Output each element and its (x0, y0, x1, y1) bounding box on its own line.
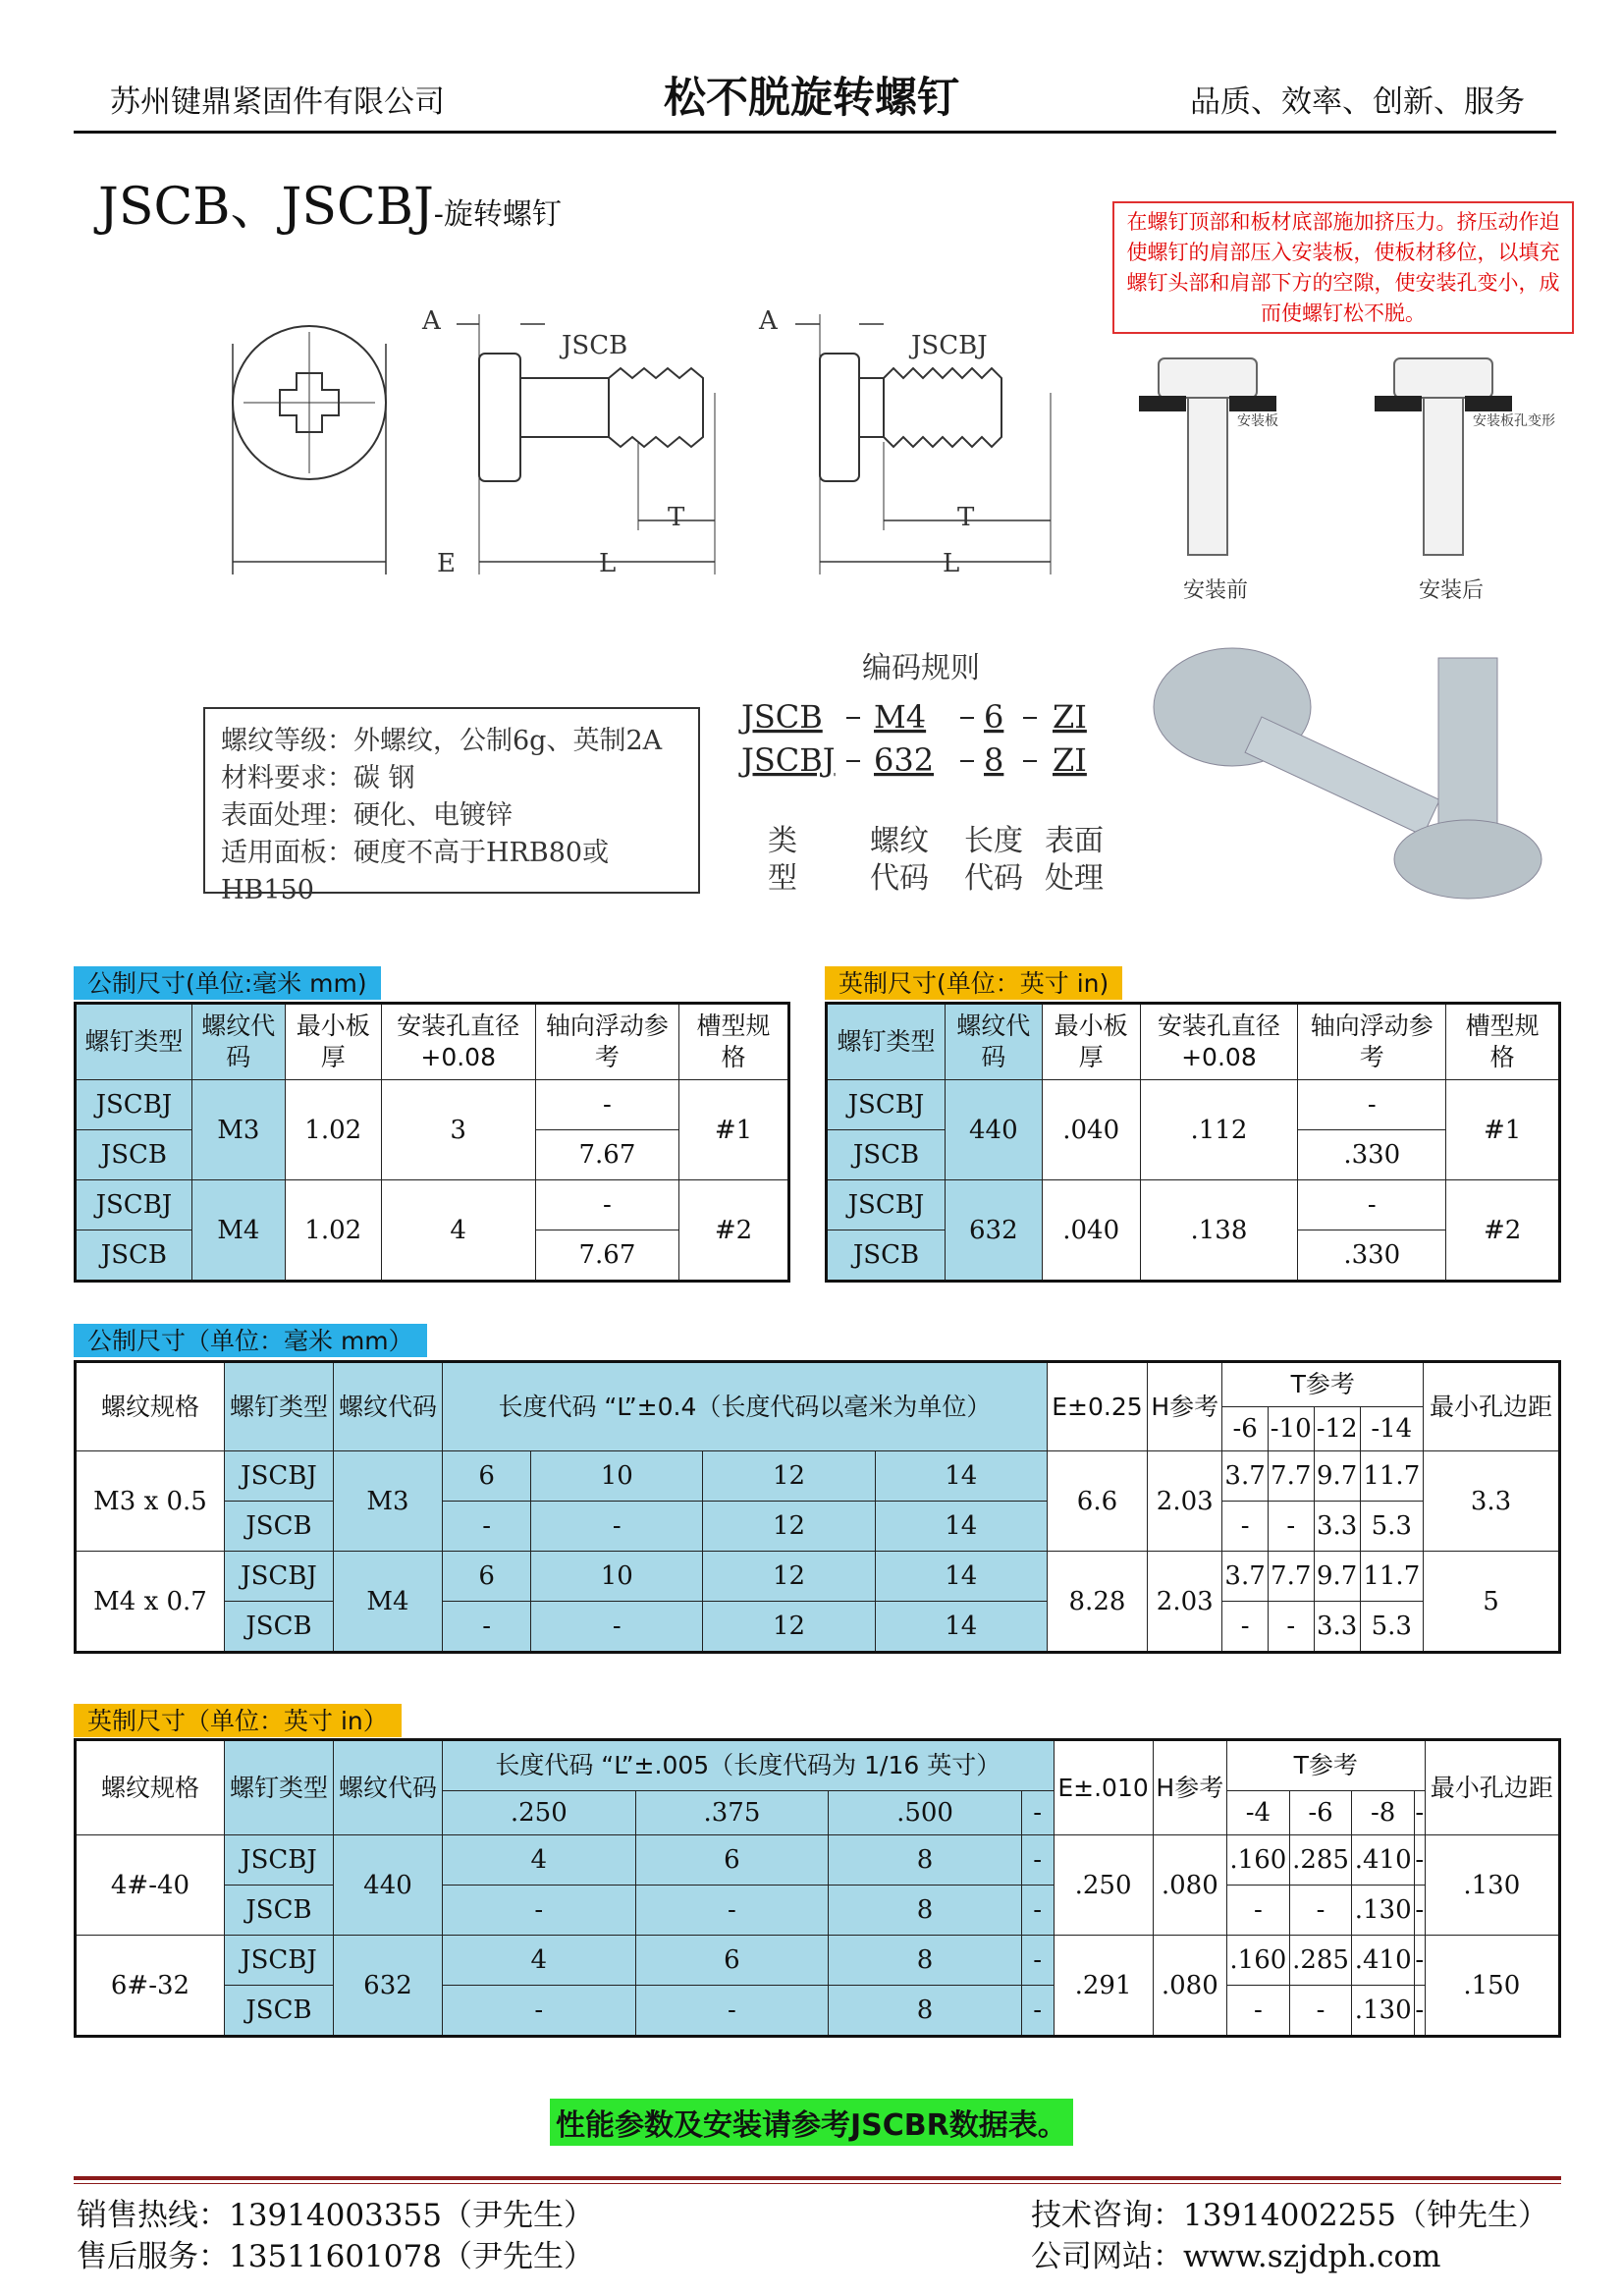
table-row (76, 1552, 1560, 1602)
hole-diameter: 4 (381, 1180, 535, 1282)
dim-a-1: A (422, 306, 441, 336)
e-value: 8.28 (1047, 1552, 1147, 1653)
length-code: 8 (829, 1886, 1022, 1936)
info-material: 材料要求：碳 钢 (221, 763, 415, 793)
company-name: 苏州键鼎紧固件有限公司 (110, 84, 445, 120)
column-header: 轴向浮动参考 (1298, 1004, 1446, 1080)
company-website (1031, 2231, 1441, 2275)
t-subheader: -8 (1352, 1791, 1415, 1835)
length-code: - (443, 1502, 531, 1552)
code-label-thread: 螺纹代码 (870, 824, 929, 896)
jscb-thread (609, 368, 703, 447)
slot-spec: #1 (679, 1080, 789, 1180)
code-type-1: JSCB (741, 698, 823, 736)
sales-hotline-value: 13914003355（尹先生） (229, 2198, 594, 2233)
reference-note: 性能参数及安装请参考JSCBR数据表。 (550, 2099, 1073, 2146)
before-label: 安装前 (1183, 578, 1249, 603)
table-row (76, 1886, 1560, 1936)
thread-spec: M4 x 0.7 (76, 1552, 225, 1653)
length-code: 14 (875, 1602, 1047, 1653)
axial-float: - (1298, 1080, 1446, 1130)
length-code: 12 (703, 1502, 875, 1552)
length-code: 10 (531, 1451, 703, 1502)
column-header: 最小板厚 (285, 1004, 381, 1080)
info-panel: 适用面板：硬度不高于HRB80或HB150 (221, 838, 610, 905)
screw-type: JSCB (225, 1602, 334, 1653)
screw-type: JSCBJ (225, 1835, 334, 1886)
hole-diameter: .138 (1140, 1180, 1298, 1282)
column-header: 螺钉类型 (76, 1004, 192, 1080)
length-code: 14 (875, 1451, 1047, 1502)
dim-l-2: L (943, 549, 960, 578)
length-code: 12 (703, 1451, 875, 1502)
dim-e: E (437, 549, 456, 578)
t-subheader: -4 (1227, 1791, 1290, 1835)
after-sales (77, 2231, 594, 2275)
length-code: - (1021, 1986, 1054, 2037)
t-value: 7.7 (1268, 1552, 1314, 1602)
technical-drawing (216, 295, 1080, 589)
column-header: 安装孔直径+0.08 (1140, 1004, 1298, 1080)
after-sales-value: 13511601078（尹先生） (229, 2239, 594, 2274)
t-subheader: -12 (1314, 1407, 1360, 1451)
t-value: - (1268, 1502, 1314, 1552)
screw-type: JSCB (827, 1230, 946, 1282)
table-row (76, 1502, 1560, 1552)
info-surface: 表面处理：硬化、电镀锌 (221, 800, 513, 831)
inch-big-table (74, 1738, 1561, 2038)
t-value: - (1415, 1886, 1426, 1936)
column-header-h: H参考 (1148, 1362, 1222, 1451)
column-header-t: T参考 (1222, 1362, 1424, 1407)
axial-float: - (535, 1080, 678, 1130)
screw-type: JSCBJ (225, 1552, 334, 1602)
label-jscbj: JSCBJ (911, 331, 988, 360)
column-header-e: E±0.25 (1047, 1362, 1147, 1451)
table-row (76, 1986, 1560, 2037)
min-thickness: 1.02 (285, 1080, 381, 1180)
column-header-type: 螺钉类型 (225, 1740, 334, 1835)
coding-title: 编码规则 (862, 651, 980, 685)
label-jscb: JSCB (562, 331, 628, 360)
thread-code: 632 (945, 1180, 1042, 1282)
column-header-h: H参考 (1153, 1740, 1226, 1835)
jscb-head (479, 354, 520, 481)
h-value: 2.03 (1148, 1552, 1222, 1653)
t-value: 11.7 (1360, 1451, 1423, 1502)
column-header-type: 螺钉类型 (225, 1362, 334, 1451)
sales-hotline (77, 2190, 594, 2234)
table-row (76, 1080, 789, 1130)
min-edge-distance: .130 (1425, 1835, 1559, 1936)
column-header-length: 长度代码 “L”±0.4（长度代码以毫米为单位） (443, 1362, 1048, 1451)
screw-type: JSCBJ (76, 1180, 192, 1230)
column-header: 最小板厚 (1042, 1004, 1140, 1080)
t-value: 3.7 (1222, 1451, 1268, 1502)
axial-float: 7.67 (535, 1130, 678, 1180)
min-thickness: .040 (1042, 1180, 1140, 1282)
slot-spec: #1 (1446, 1080, 1560, 1180)
e-value: .291 (1054, 1936, 1153, 2037)
column-header-edge: 最小孔边距 (1424, 1362, 1560, 1451)
column-header: 轴向浮动参考 (535, 1004, 678, 1080)
header-divider (74, 131, 1556, 134)
product-subtitle: -旋转螺钉 (433, 197, 562, 232)
code-thread-1: M4 (874, 698, 927, 736)
coding-rows (736, 692, 1109, 781)
t-value: 7.7 (1268, 1451, 1314, 1502)
tech-consult (1031, 2190, 1548, 2234)
product-name: JSCB、JSCBJ (98, 178, 434, 237)
screw-head-2 (1394, 820, 1542, 899)
t-value: 3.3 (1314, 1502, 1360, 1552)
t-subheader: -6 (1222, 1407, 1268, 1451)
t-value: .285 (1289, 1936, 1352, 1986)
code-type-2: JSCBJ (741, 741, 836, 779)
min-edge-distance: 3.3 (1424, 1451, 1560, 1552)
length-code: - (1021, 1835, 1054, 1886)
info-thread-class: 螺纹等级：外螺纹，公制6g、英制2A (221, 726, 663, 756)
screw-type: JSCBJ (76, 1080, 192, 1130)
length-code: - (635, 1886, 829, 1936)
dim-t-1: T (668, 503, 685, 532)
thread-code: M4 (334, 1552, 443, 1653)
t-value: 11.7 (1360, 1552, 1423, 1602)
t-value: 3.3 (1314, 1602, 1360, 1653)
after-sales-label: 售后服务： (77, 2239, 229, 2274)
length-subheader: - (1021, 1791, 1054, 1835)
tech-consult-value: 13914002255（钟先生） (1183, 2198, 1548, 2233)
footer-divider-thin (74, 2183, 1561, 2184)
header-row (76, 1004, 789, 1080)
length-code: - (1021, 1886, 1054, 1936)
length-code: 6 (635, 1936, 829, 1986)
thread-spec: 4#-40 (76, 1835, 225, 1936)
screw-type: JSCB (225, 1502, 334, 1552)
length-code: 12 (703, 1552, 875, 1602)
min-thickness: 1.02 (285, 1180, 381, 1282)
jscbj-thread (884, 368, 1001, 447)
code-label-surface: 表面处理 (1045, 824, 1104, 896)
code-length-1: 6 (984, 698, 1004, 736)
thread-code: M4 (191, 1180, 285, 1282)
metric-small-table (74, 1002, 790, 1283)
sales-hotline-label: 销售热线： (77, 2198, 229, 2233)
length-subheader: .250 (443, 1791, 636, 1835)
jscbj-head (820, 354, 859, 481)
thread-spec: 6#-32 (76, 1936, 225, 2037)
dim-t-2: T (957, 503, 975, 532)
t-value: 5.3 (1360, 1602, 1423, 1653)
screw-type: JSCB (76, 1130, 192, 1180)
thread-code: 440 (334, 1835, 443, 1936)
t-value: - (1289, 1886, 1352, 1936)
table-row (76, 1602, 1560, 1653)
slot-spec: #2 (1446, 1180, 1560, 1282)
column-header-e: E±.010 (1054, 1740, 1153, 1835)
t-value: - (1415, 1936, 1426, 1986)
axial-float: .330 (1298, 1230, 1446, 1282)
thread-code: M3 (334, 1451, 443, 1552)
screw-type: JSCBJ (827, 1180, 946, 1230)
slot-spec: #2 (679, 1180, 789, 1282)
hole-diameter: 3 (381, 1080, 535, 1180)
dim-l-1: L (599, 549, 617, 578)
after-label: 安装后 (1419, 578, 1485, 603)
t-subheader: -10 (1268, 1407, 1314, 1451)
thread-code: 632 (334, 1936, 443, 2037)
column-header: 螺钉类型 (827, 1004, 946, 1080)
length-code: - (1021, 1936, 1054, 1986)
e-value: .250 (1054, 1835, 1153, 1936)
column-header-edge: 最小孔边距 (1425, 1740, 1559, 1835)
t-value: .410 (1352, 1936, 1415, 1986)
table-row (76, 1835, 1560, 1886)
axial-float: .330 (1298, 1130, 1446, 1180)
t-value: .410 (1352, 1835, 1415, 1886)
length-code: 14 (875, 1552, 1047, 1602)
header-row (76, 1362, 1560, 1407)
t-subheader: - (1415, 1791, 1426, 1835)
length-code: - (443, 1602, 531, 1653)
column-header: 安装孔直径+0.08 (381, 1004, 535, 1080)
screw-type: JSCB (827, 1130, 946, 1180)
min-edge-distance: .150 (1425, 1936, 1559, 2037)
t-value: .160 (1227, 1835, 1290, 1886)
length-code: - (443, 1886, 636, 1936)
t-value: .130 (1352, 1986, 1415, 2037)
screw-type: JSCB (225, 1986, 334, 2037)
screw-type: JSCB (225, 1886, 334, 1936)
page-title: 松不脱旋转螺钉 (664, 74, 959, 123)
length-code: 8 (829, 1936, 1022, 1986)
h-value: .080 (1153, 1936, 1226, 2037)
axial-float: - (1298, 1180, 1446, 1230)
t-value: 3.7 (1222, 1552, 1268, 1602)
t-value: - (1289, 1986, 1352, 2037)
hole-diameter: .112 (1140, 1080, 1298, 1180)
e-value: 6.6 (1047, 1451, 1147, 1552)
length-code: 10 (531, 1552, 703, 1602)
length-code: 12 (703, 1602, 875, 1653)
length-subheader: .500 (829, 1791, 1022, 1835)
t-value: 5.3 (1360, 1502, 1423, 1552)
code-length-2: 8 (984, 741, 1004, 779)
installation-note: 在螺钉顶部和板材底部施加挤压力。挤压动作迫使螺钉的肩部压入安装板，使板材移位，以填充螺钉头部和肩部下方的空隙，使安装孔变小，成而使螺钉松不脱。 (1112, 201, 1574, 334)
footer-divider (74, 2176, 1561, 2180)
length-subheader: .375 (635, 1791, 829, 1835)
t-value: - (1415, 1835, 1426, 1886)
length-code: 4 (443, 1936, 636, 1986)
length-code: 4 (443, 1835, 636, 1886)
h-value: 2.03 (1148, 1451, 1222, 1552)
column-header: 螺纹代码 (945, 1004, 1042, 1080)
dim-a-2: A (759, 306, 778, 336)
t-value: - (1222, 1602, 1268, 1653)
metric-big-caption: 公制尺寸（单位：毫米 mm） (74, 1324, 427, 1357)
length-code: 8 (829, 1986, 1022, 2037)
length-code: 6 (635, 1835, 829, 1886)
t-value: - (1222, 1502, 1268, 1552)
column-header-spec: 螺纹规格 (76, 1362, 225, 1451)
t-value: - (1227, 1886, 1290, 1936)
column-header-spec: 螺纹规格 (76, 1740, 225, 1835)
metric-big-table (74, 1360, 1561, 1654)
column-header: 槽型规格 (679, 1004, 789, 1080)
table-row (76, 1936, 1560, 1986)
length-code: 14 (875, 1502, 1047, 1552)
table-row (827, 1180, 1560, 1230)
install-illustration (1129, 349, 1561, 614)
code-surface-1: ZI (1053, 698, 1087, 736)
length-code: - (635, 1986, 829, 2037)
spec-info-box (203, 707, 700, 905)
t-subheader: -14 (1360, 1407, 1423, 1451)
thread-code: 440 (945, 1080, 1042, 1180)
t-value: .285 (1289, 1835, 1352, 1886)
column-header-code: 螺纹代码 (334, 1362, 443, 1451)
t-value: - (1227, 1986, 1290, 2037)
column-header: 螺纹代码 (191, 1004, 285, 1080)
length-code: 8 (829, 1835, 1022, 1886)
column-header: 槽型规格 (1446, 1004, 1560, 1080)
panel-label-2: 安装板孔变形 (1473, 413, 1555, 429)
code-thread-2: 632 (874, 741, 935, 779)
table-row (76, 1180, 789, 1230)
column-header-code: 螺纹代码 (334, 1740, 443, 1835)
t-value: 9.7 (1314, 1451, 1360, 1502)
table-row (827, 1080, 1560, 1130)
length-code: - (531, 1502, 703, 1552)
metric-small-caption: 公制尺寸(单位:毫米 mm) (74, 966, 381, 1000)
screw-type: JSCBJ (827, 1080, 946, 1130)
length-code: - (531, 1602, 703, 1653)
header-row (76, 1740, 1560, 1791)
min-edge-distance: 5 (1424, 1552, 1560, 1653)
length-code: - (443, 1986, 636, 2037)
code-label-length: 长度代码 (964, 824, 1023, 896)
thread-spec: M3 x 0.5 (76, 1451, 225, 1552)
min-thickness: .040 (1042, 1080, 1140, 1180)
header-row (827, 1004, 1560, 1080)
screw-type: JSCB (76, 1230, 192, 1282)
table-row (76, 1451, 1560, 1502)
column-header-t: T参考 (1227, 1740, 1426, 1791)
t-value: .160 (1227, 1936, 1290, 1986)
screw-type: JSCBJ (225, 1451, 334, 1502)
screw-type: JSCBJ (225, 1936, 334, 1986)
t-subheader: -6 (1289, 1791, 1352, 1835)
website-link[interactable]: www.szjdph.com (1183, 2239, 1441, 2274)
slogan: 品质、效率、创新、服务 (1190, 84, 1525, 120)
column-header-length: 长度代码 “L”±.005（长度代码为 1/16 英寸） (443, 1740, 1055, 1791)
t-value: .130 (1352, 1886, 1415, 1936)
inch-small-caption: 英制尺寸(单位：英寸 in) (825, 966, 1122, 1000)
length-code: 6 (443, 1552, 531, 1602)
panel-label-1: 安装板 (1237, 413, 1278, 429)
code-surface-2: ZI (1053, 741, 1087, 779)
inch-small-table (825, 1002, 1561, 1283)
code-label-type: 类型 (768, 824, 797, 896)
t-value: - (1415, 1986, 1426, 2037)
website-label: 公司网站： (1031, 2239, 1183, 2274)
axial-float: 7.67 (535, 1230, 678, 1282)
product-photo (1144, 629, 1556, 913)
length-code: 6 (443, 1451, 531, 1502)
h-value: .080 (1153, 1835, 1226, 1936)
axial-float: - (535, 1180, 678, 1230)
t-value: 9.7 (1314, 1552, 1360, 1602)
inch-big-caption: 英制尺寸（单位：英寸 in） (74, 1704, 402, 1737)
tech-consult-label: 技术咨询： (1031, 2198, 1183, 2233)
product-title (98, 165, 562, 239)
thread-code: M3 (191, 1080, 285, 1180)
t-value: - (1268, 1602, 1314, 1653)
